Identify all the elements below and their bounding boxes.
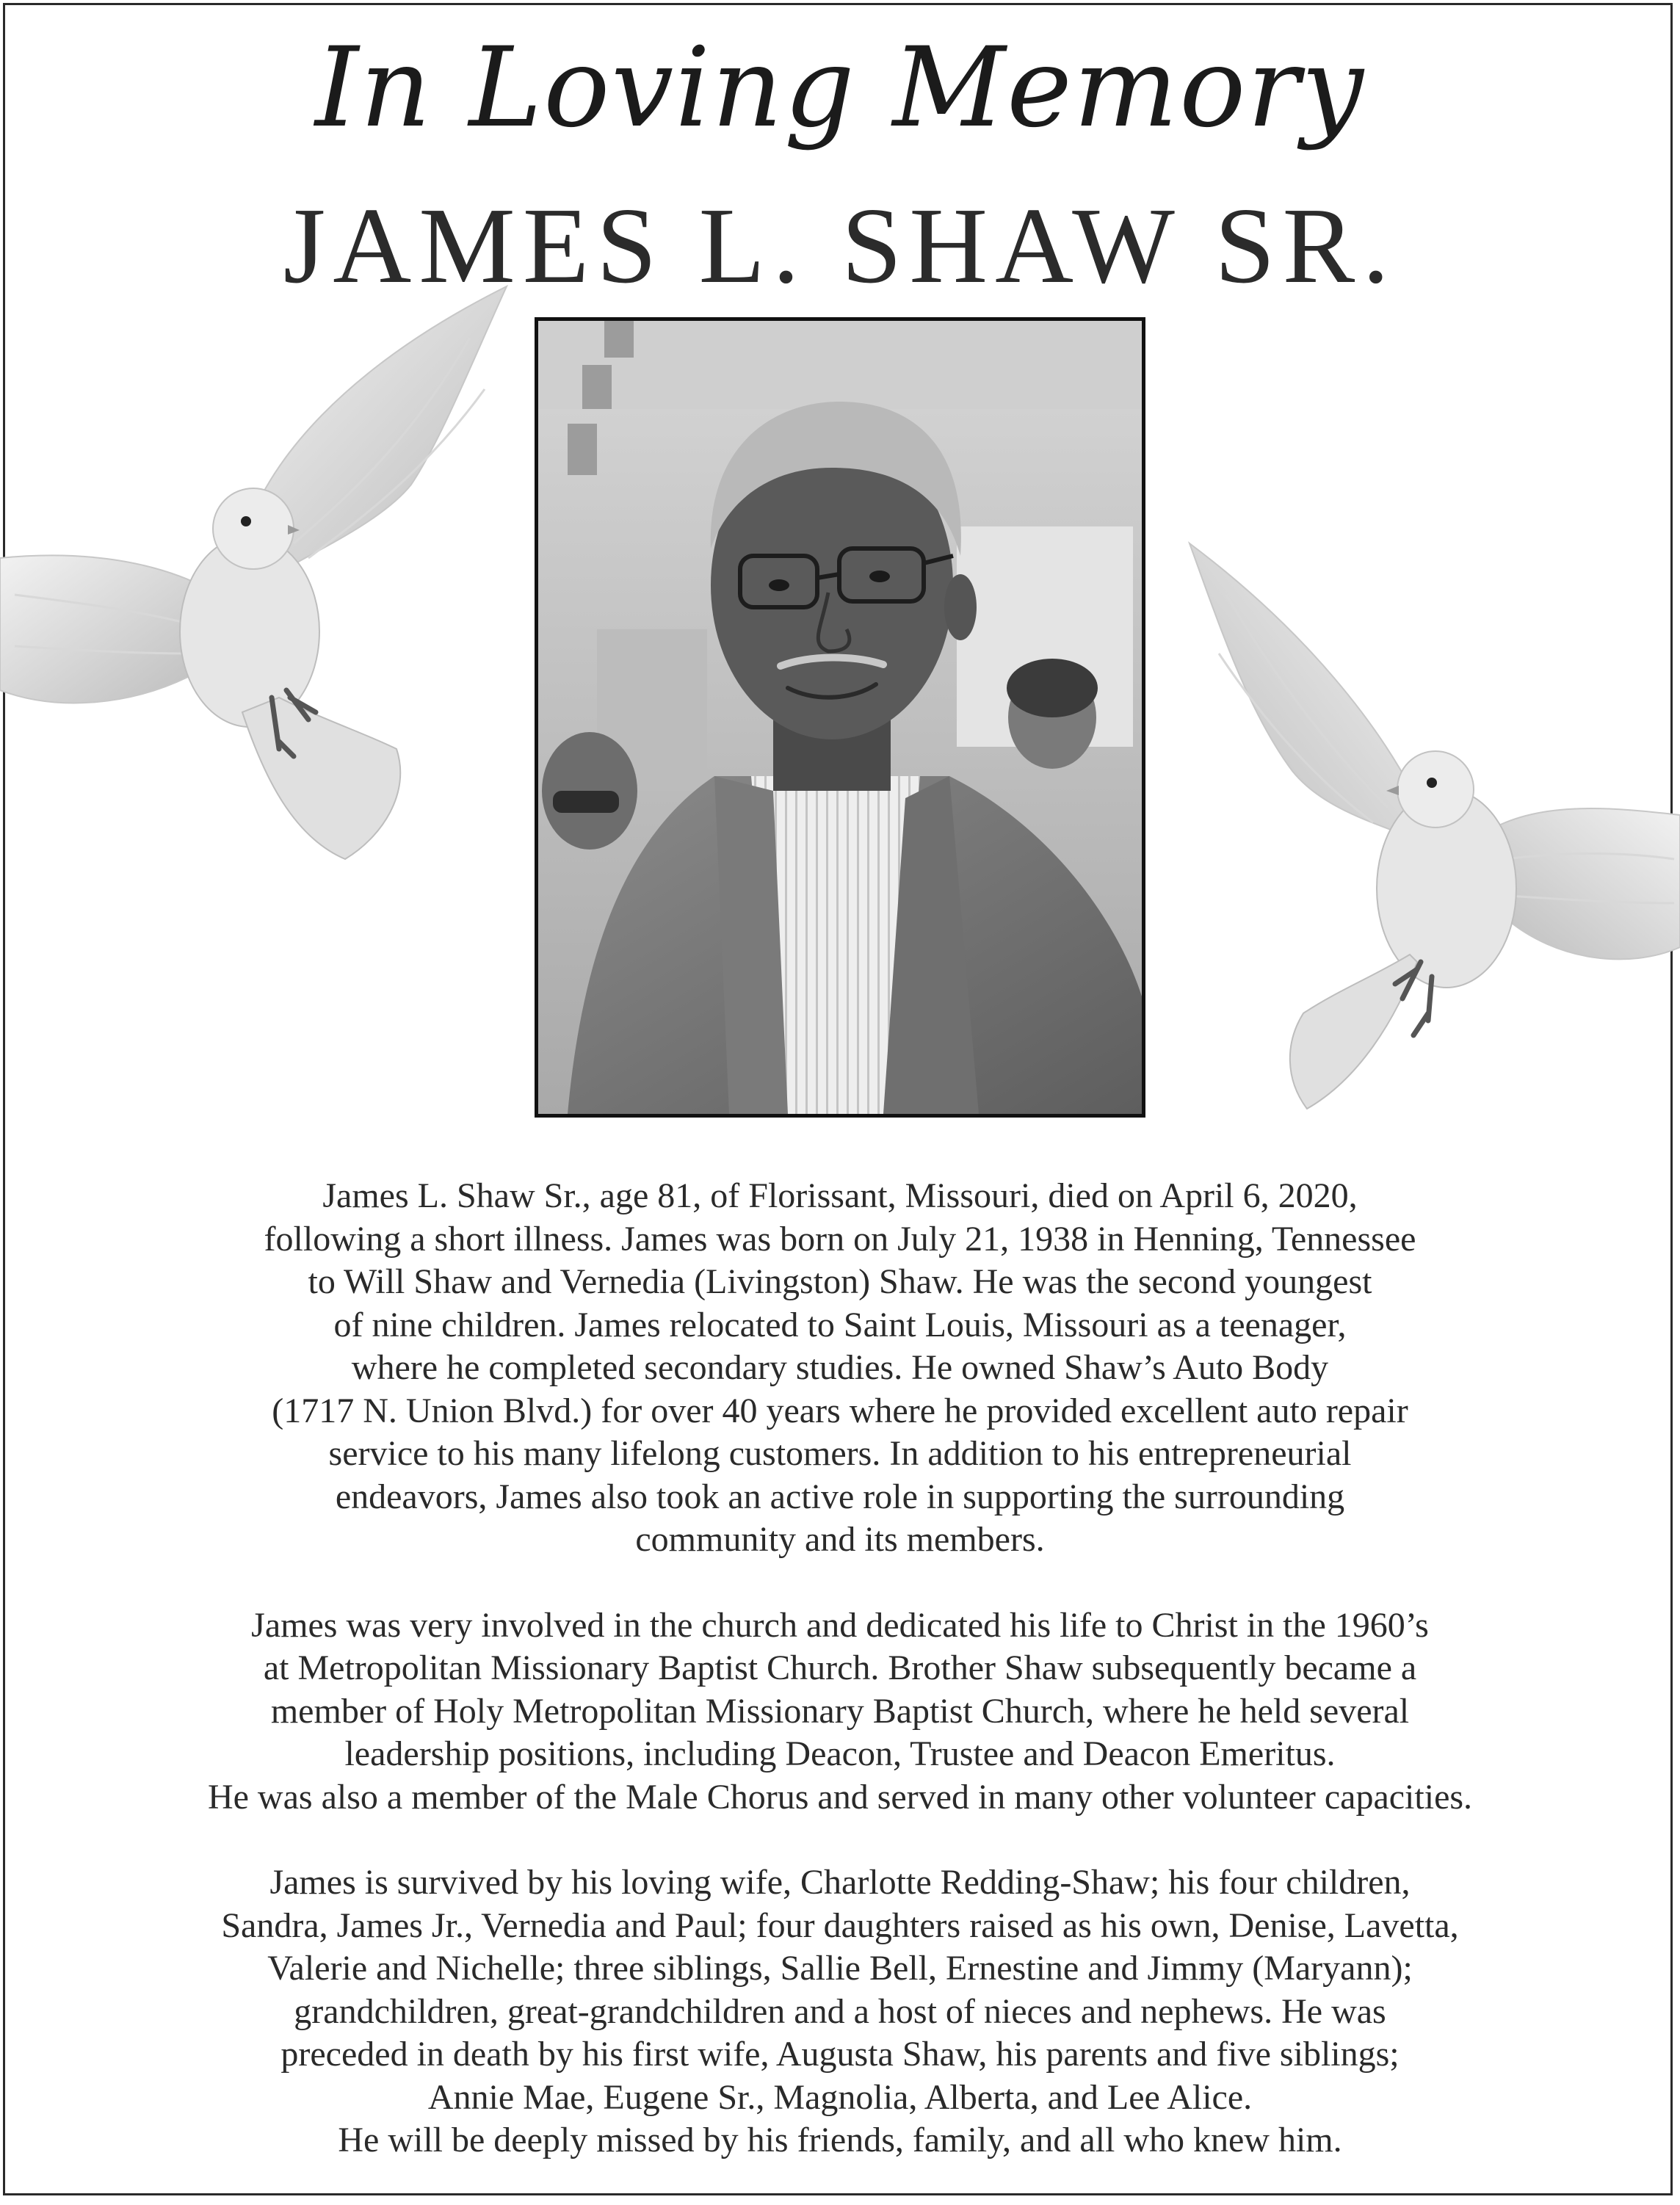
bio-line: at Metropolitan Missionary Baptist Church. Brother Shaw subsequently became a — [263, 1648, 1417, 1687]
bio-line: He will be deeply missed by his friends, family, and all who knew him. — [338, 2121, 1342, 2159]
bio-line: Annie Mae, Eugene Sr., Magnolia, Alberta, and Lee Alice. — [427, 2077, 1253, 2117]
bio-line: where he completed secondary studies. He owned Shaw’s Auto Body — [351, 1348, 1329, 1387]
bio-line: He was also a member of the Male Chorus and served in many other volunteer capacities. — [207, 1777, 1473, 1817]
bio-line: community and its members. — [635, 1520, 1045, 1559]
bio-line: leadership positions, including Deacon, Trustee and Deacon Emeritus. — [344, 1734, 1336, 1773]
bio-paragraph — [29, 1604, 1651, 1820]
deceased-name: JAMES L. SHAW SR. — [283, 186, 1397, 306]
bio-line: grandchildren, great-grandchildren and a host of nieces and nephews. He was — [294, 1991, 1386, 2031]
bio-line: endeavors, James also took an active role in supporting the surrounding — [335, 1477, 1345, 1516]
bio-line: preceded in death by his first wife, Augusta Shaw, his parents and five siblings; — [280, 2035, 1400, 2074]
bio-line: James is survived by his loving wife, Charlotte Redding-Shaw; his four children, — [269, 1863, 1411, 1902]
bio-line: (1717 N. Union Blvd.) for over 40 years where he provided excellent auto repair — [272, 1391, 1408, 1430]
bio-line: following a short illness. James was born on July 21, 1938 in Henning, Tennessee — [264, 1219, 1416, 1259]
bio-line: James L. Shaw Sr., age 81, of Florissant, Missouri, died on April 6, 2020, — [322, 1176, 1358, 1215]
bio-line: Sandra, James Jr., Vernedia and Paul; four daughters raised as his own, Denise, Lavetta, — [221, 1905, 1459, 1945]
portrait-photo — [535, 317, 1145, 1118]
bio-paragraph — [29, 1175, 1651, 1562]
dove-icon — [1175, 536, 1680, 1123]
bio-line: of nine children. James relocated to Saint Louis, Missouri as a teenager, — [333, 1305, 1347, 1344]
bio-line: James was very involved in the church and dedicated his life to Christ in the 1960’s — [251, 1605, 1429, 1645]
dove-icon — [0, 279, 514, 866]
bio-line: to Will Shaw and Vernedia (Livingston) Shaw. He was the second youngest — [308, 1262, 1372, 1301]
script-title: In Loving Memory — [315, 24, 1365, 152]
bio-line: member of Holy Metropolitan Missionary Baptist Church, where he held several — [270, 1691, 1410, 1731]
bio-line: Valerie and Nichelle; three siblings, Sallie Bell, Ernestine and Jimmy (Maryann); — [267, 1949, 1413, 1988]
biography — [29, 1175, 1651, 2205]
bio-paragraph — [29, 1861, 1651, 2162]
bio-line: service to his many lifelong customers. In addition to his entrepreneurial — [328, 1434, 1352, 1473]
